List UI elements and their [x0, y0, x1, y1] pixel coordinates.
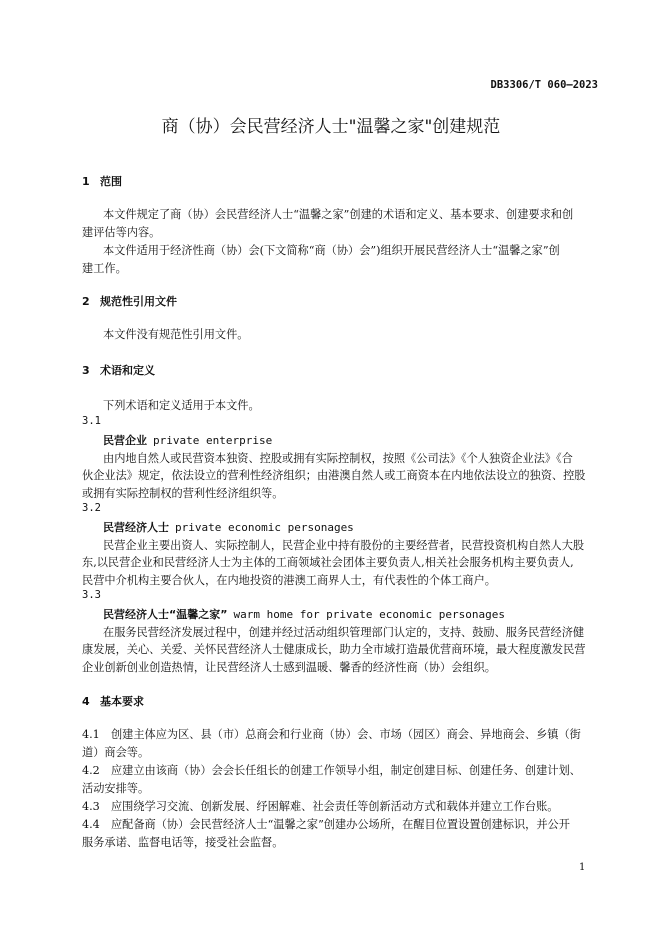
paragraph-line: 康发展，关心、关爱、关怀民营经济人士健康成长，助力全市域打造最优营商环境，最大程度激发民营 — [82, 643, 586, 656]
section-4-heading — [82, 693, 144, 709]
term-en: private enterprise — [153, 434, 273, 447]
section-3-heading — [82, 362, 155, 378]
section-2-heading — [82, 293, 177, 309]
section-1-heading — [82, 173, 122, 189]
section-title: 术语和定义 — [100, 364, 155, 377]
paragraph-line: 由内地自然人或民营资本独资、控股或拥有实际控制权，按照《公司法》《个人独资企业法》《合 — [103, 452, 573, 465]
section-number: 2 — [82, 295, 90, 308]
paragraph-line: 本文件没有规范性引用文件。 — [103, 328, 249, 341]
clause-line: 服务承诺、监督电话等，接受社会监督。 — [82, 836, 284, 849]
paragraph-line: 民营企业主要出资人、实际控制人，民营企业中持有股份的主要经营者，民营投资机构自然人大股 — [103, 539, 585, 552]
section-number: 3 — [82, 364, 90, 377]
section-title: 范围 — [100, 175, 122, 188]
clause-line: 4.3 应围绕学习交流、创新发展、纾困解难、社会责任等创新活动方式和载体并建立工作台账。 — [82, 800, 559, 813]
paragraph-line: 下列术语和定义适用于本文件。 — [103, 399, 260, 412]
section-number: 4 — [82, 695, 90, 708]
document-code: DB3306/T 060—2023 — [490, 79, 598, 91]
clause-line: 4.4 应配备商（协）会民营经济人士“温馨之家”创建办公场所，在醒目位置设置创建标识，并公开 — [82, 818, 570, 831]
paragraph-line: 建评估等内容。 — [82, 226, 161, 239]
term-en: private economic personages — [175, 521, 354, 534]
clause-line: 4.1 创建主体应为区、县（市）总商会和行业商（协）会、市场（园区）商会、异地商会、乡镇（街 — [82, 728, 581, 741]
page-number: 1 — [579, 862, 586, 873]
term-number: 3.1 — [82, 415, 101, 427]
paragraph-line: 或拥有实际控制权的营利性经济组织等。 — [82, 487, 284, 500]
paragraph-line: 建工作。 — [82, 262, 127, 275]
term-heading — [103, 432, 272, 448]
clause-line: 4.2 应建立由该商（协）会会长任组长的创建工作领导小组，制定创建目标、创建任务、创建计划、 — [82, 764, 581, 777]
paragraph-line: 企业创新创业创造热情，让民营经济人士感到温暖、馨香的经济性商（协）会组织。 — [82, 661, 496, 674]
term-zh: 民营经济人士“温馨之家” — [103, 608, 228, 621]
term-heading — [103, 606, 505, 622]
term-zh: 民营企业 — [103, 434, 147, 447]
paragraph-line: 民营中介机构主要合伙人，在内地投资的港澳工商界人士，有代表性的个体工商户。 — [82, 574, 496, 587]
term-number: 3.2 — [82, 502, 101, 514]
term-zh: 民营经济人士 — [103, 521, 169, 534]
section-title: 基本要求 — [100, 695, 144, 708]
term-number: 3.3 — [82, 589, 101, 601]
section-title: 规范性引用文件 — [100, 295, 177, 308]
page-title: 商（协）会民营经济人士"温馨之家"创建规范 — [161, 117, 501, 137]
paragraph-line: 在服务民营经济发展过程中，创建并经过活动组织管理部门认定的，支持、鼓励、服务民营经济健 — [103, 626, 585, 639]
term-en: warm home for private economic personages — [233, 608, 505, 621]
paragraph-line: 东,以民营企业和民营经济人士为主体的工商领域社会团体主要负责人,相关社会服务机构主要负责人, — [82, 556, 574, 569]
term-heading — [103, 519, 354, 535]
paragraph-line: 本文件适用于经济性商（协）会(下文简称“商（协）会”)组织开展民营经济人士“温馨之家”创 — [103, 244, 560, 257]
paragraph-line: 伙企业法》规定，依法设立的营利性经济组织；由港澳自然人或工商资本在内地依法设立的独资、控股 — [82, 469, 586, 482]
section-number: 1 — [82, 175, 90, 188]
clause-line: 活动安排等。 — [82, 782, 150, 795]
paragraph-line: 本文件规定了商（协）会民营经济人士“温馨之家”创建的术语和定义、基本要求、创建要求和创 — [103, 208, 574, 221]
clause-line: 道）商会等。 — [82, 746, 150, 759]
